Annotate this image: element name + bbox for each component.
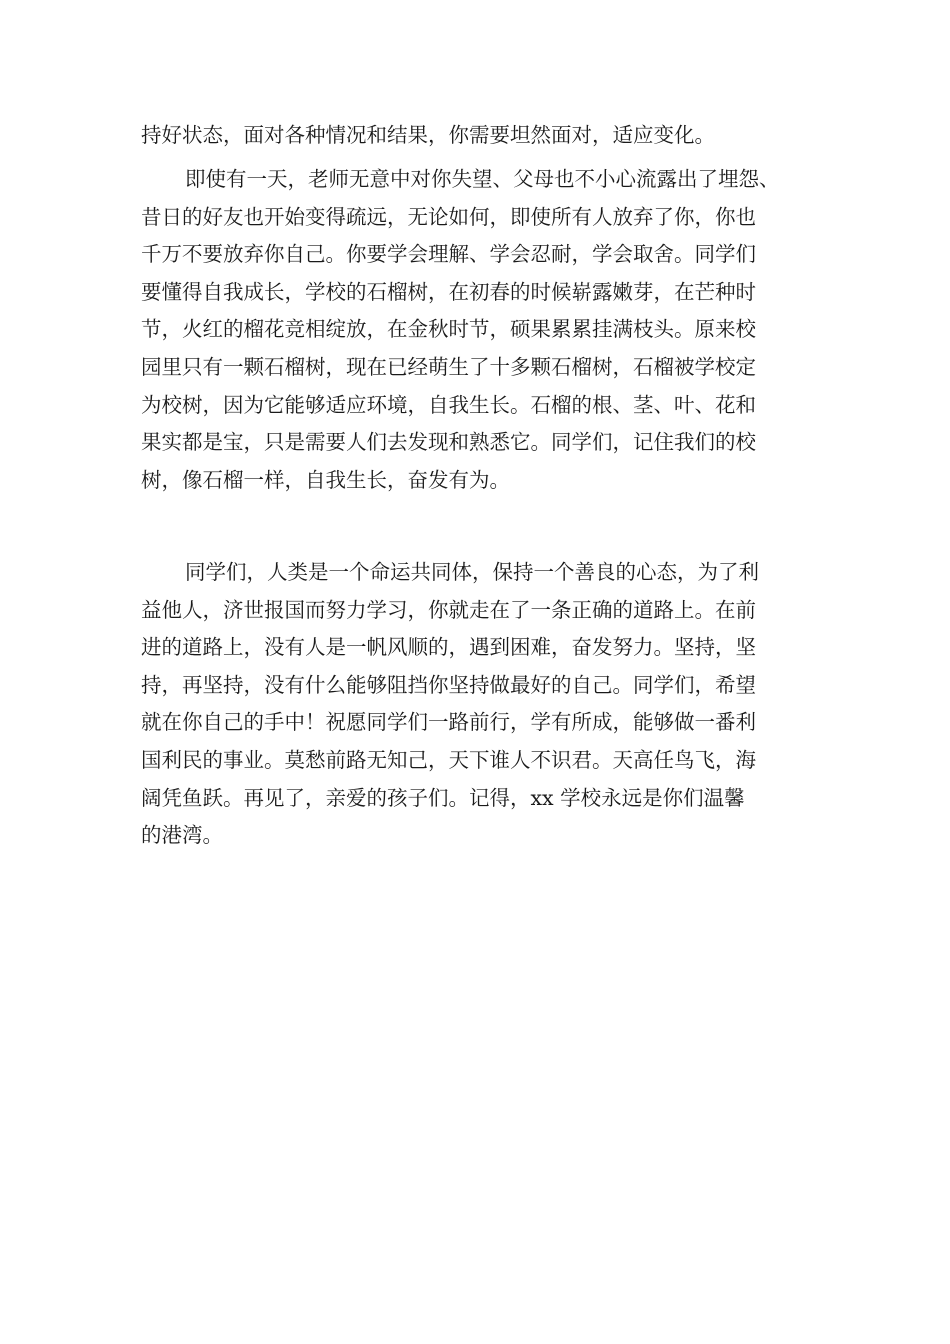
text-line: 持，再坚持，没有什么能够阻挡你坚持做最好的自己。同学们，希望 — [141, 672, 756, 697]
text-line: 即使有一天，老师无意中对你失望、父母也不小心流露出了埋怨、 — [185, 167, 780, 191]
text-line: 持好状态，面对各种情况和结果，你需要坦然面对，适应变化。 — [141, 123, 715, 147]
text-line: 千万不要放弃你自己。你要学会理解、学会忍耐，学会取舍。同学们 — [141, 242, 756, 267]
text-line: 果实都是宝，只是需要人们去发现和熟悉它。同学们，记住我们的校 — [141, 430, 756, 455]
paragraph-farewell — [141, 554, 821, 855]
text-line: 节，火红的榴花竞相绽放，在金秋时节，硕果累累挂满枝头。原来校 — [141, 317, 756, 342]
text-line: 同学们，人类是一个命运共同体，保持一个善良的心态，为了利 — [185, 560, 759, 584]
text-line: 园里只有一颗石榴树，现在已经萌生了十多颗石榴树，石榴被学校定 — [141, 354, 756, 379]
text-line: 就在你自己的手中！祝愿同学们一路前行，学有所成，能够做一番利 — [141, 710, 756, 735]
text-line: 要懂得自我成长，学校的石榴树，在初春的时候崭露嫩芽，在芒种时 — [141, 279, 756, 304]
text-line: 树，像石榴一样，自我生长，奋发有为。 — [141, 467, 510, 492]
text-line: 进的道路上，没有人是一帆风顺的，遇到困难，奋发努力。坚持，坚 — [141, 635, 756, 660]
text-line: 国利民的事业。莫愁前路无知己，天下谁人不识君。天高任鸟飞，海 — [141, 747, 756, 772]
text-line: 的港湾。 — [141, 823, 223, 848]
text-line: 为校树，因为它能够适应环境，自我生长。石榴的根、茎、叶、花和 — [141, 392, 756, 417]
text-line: 昔日的好友也开始变得疏远，无论如何，即使所有人放弃了你，你也 — [141, 204, 756, 229]
text-line: 阔凭鱼跃。再见了，亲爱的孩子们。记得，xx 学校永远是你们温馨 — [141, 785, 745, 810]
text-line: 益他人，济世报国而努力学习，你就走在了一条正确的道路上。在前 — [141, 597, 756, 622]
paragraph-continued — [141, 117, 821, 155]
paragraph-pomegranate — [141, 161, 821, 499]
